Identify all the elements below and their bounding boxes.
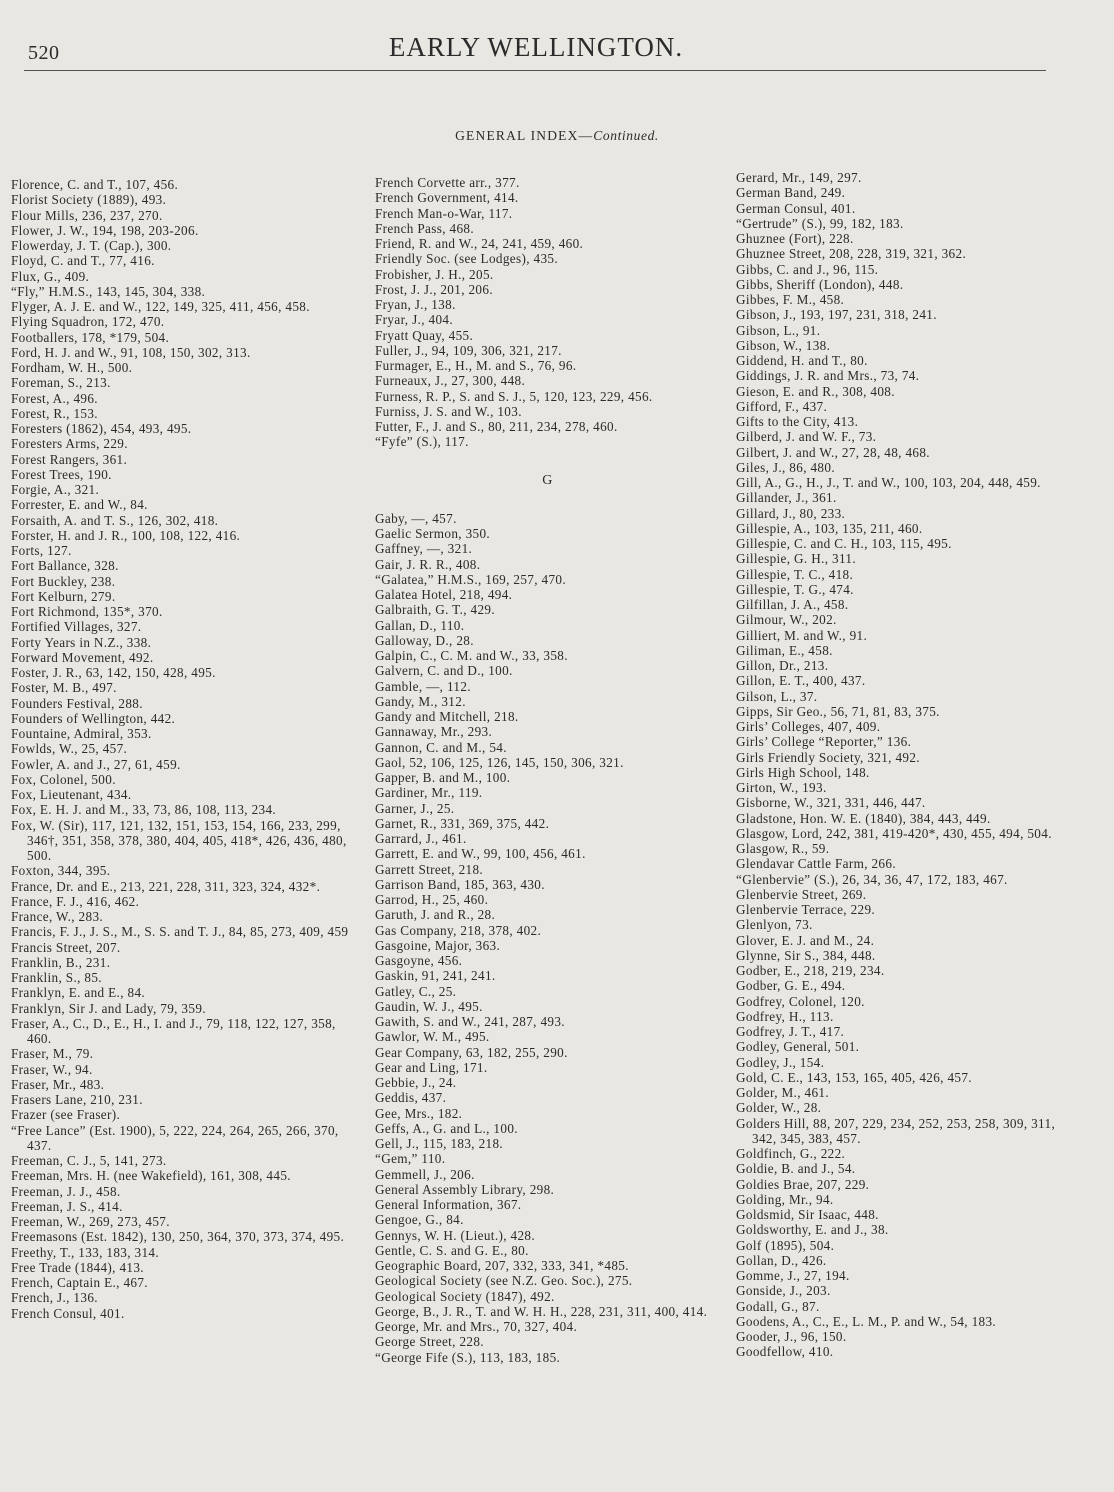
index-entry: Golding, Mr., 94. — [736, 1191, 834, 1207]
index-entry: Garner, J., 25. — [375, 800, 455, 816]
index-entry: Glenbervie Terrace, 229. — [736, 902, 876, 917]
index-entry: George, Mr. and Mrs., 70, 327, 404. — [375, 1319, 578, 1334]
index-entry: Gilbert, J. and W., 27, 28, 48, 468. — [736, 444, 930, 460]
index-entry: Florence, C. and T., 107, 456. — [11, 177, 179, 192]
index-entry: Foxton, 344, 395. — [11, 863, 111, 879]
index-entry: Gawith, S. and W., 241, 287, 493. — [375, 1014, 565, 1029]
index-entry: Ford, H. J. and W., 91, 108, 150, 302, 313. — [11, 344, 251, 360]
index-entry: Gengoe, G., 84. — [375, 1212, 464, 1228]
index-entry: Gilmour, W., 202. — [736, 612, 837, 628]
index-entry: Fraser, M., 79. — [11, 1046, 94, 1062]
letter-heading-g: G — [542, 472, 553, 488]
index-entry: Galatea Hotel, 218, 494. — [375, 587, 513, 602]
index-entry: Godley, J., 154. — [736, 1054, 825, 1070]
index-entry: Girls High School, 148. — [736, 764, 870, 780]
index-entry: Gerard, Mr., 149, 297. — [736, 170, 862, 185]
index-entry: Godber, G. E., 494. — [736, 978, 846, 994]
index-entry: Forest Trees, 190. — [11, 466, 112, 482]
page-header — [28, 30, 1044, 70]
index-entry: Foster, M. B., 497. — [11, 680, 117, 696]
index-entry: Gillespie, A., 103, 135, 211, 460. — [736, 520, 923, 536]
index-entry: Furniss, J. S. and W., 103. — [375, 403, 522, 419]
index-entry: Freemasons (Est. 1842), 130, 250, 364, 370, 373, 374, 495. — [11, 1229, 345, 1245]
index-column-1 — [11, 177, 356, 1321]
index-entry: Freethy, T., 133, 183, 314. — [11, 1244, 160, 1260]
index-entry: Flour Mills, 236, 237, 270. — [11, 207, 163, 223]
index-entry: Gallan, D., 110. — [375, 617, 465, 633]
index-entry: Gillespie, T. G., 474. — [736, 581, 854, 597]
index-entry: General Information, 367. — [375, 1197, 522, 1212]
index-entry: Futter, F., J. and S., 80, 211, 234, 278, 460. — [375, 419, 618, 434]
index-entry: Gillon, Dr., 213. — [736, 658, 829, 673]
index-entry: “Gertrude” (S.), 99, 182, 183. — [736, 215, 904, 231]
index-entry: Gollan, D., 426. — [736, 1252, 827, 1268]
index-entry: Gifford, F., 437. — [736, 398, 828, 414]
index-entry: Glover, E. J. and M., 24. — [736, 932, 875, 948]
index-entry: Ghuznee (Fort), 228. — [736, 231, 854, 246]
index-entry: Gibbs, C. and J., 96, 115. — [736, 261, 879, 277]
index-entry: French, J., 136. — [11, 1290, 98, 1306]
index-entry: Gibbes, F. M., 458. — [736, 292, 845, 307]
index-entry: Gilfillan, J. A., 458. — [736, 597, 849, 612]
index-entry: Forrester, E. and W., 84. — [11, 497, 148, 513]
index-entry: Garuth, J. and R., 28. — [375, 907, 496, 923]
index-entry: Gill, A., G., H., J., T. and W., 100, 103, 204, 448, 459. — [736, 475, 1041, 490]
index-entry: Foresters Arms, 229. — [11, 436, 128, 452]
index-entry: Fraser, Mr., 483. — [11, 1076, 105, 1092]
index-entry: Godfrey, Colonel, 120. — [736, 993, 865, 1009]
index-entry: Gapper, B. and M., 100. — [375, 770, 511, 785]
index-entry: Gipps, Sir Geo., 56, 71, 81, 83, 375. — [736, 703, 940, 719]
index-entry: Freeman, Mrs. H. (nee Wakefield), 161, 308, 445. — [11, 1168, 291, 1184]
index-entry: French, Captain E., 467. — [11, 1275, 148, 1290]
index-entry: France, Dr. and E., 213, 221, 228, 311, 323, 324, 432*. — [11, 878, 321, 894]
index-entry: Gilliert, M. and W., 91. — [736, 627, 868, 643]
index-entry: Gladstone, Hon. W. E. (1840), 384, 443, 449. — [736, 810, 991, 826]
index-entry: Fort Richmond, 135*, 370. — [11, 604, 163, 619]
index-entry: Glenbervie Street, 269. — [736, 886, 867, 902]
index-entry: “Gem,” 110. — [375, 1151, 446, 1167]
index-entry: Girls’ Colleges, 407, 409. — [736, 719, 881, 734]
index-entry: Goldfinch, G., 222. — [736, 1146, 846, 1161]
index-entry: Giliman, E., 458. — [736, 642, 833, 658]
index-entry: Goldies Brae, 207, 229. — [736, 1176, 870, 1192]
index-entry: Gibson, L., 91. — [736, 322, 821, 338]
index-entry: Gebbie, J., 24. — [375, 1075, 457, 1090]
index-entry: Geddis, 437. — [375, 1090, 447, 1106]
index-entry: Godber, E., 218, 219, 234. — [736, 963, 885, 978]
index-entry: Ghuznee Street, 208, 228, 319, 321, 362. — [736, 246, 967, 262]
index-entry: Freeman, J. J., 458. — [11, 1183, 121, 1199]
index-entry: Goodens, A., C., E., L. M., P. and W., 54, 183. — [736, 1313, 997, 1329]
index-entry: Gibson, W., 138. — [736, 337, 831, 353]
index-entry: French Consul, 401. — [11, 1305, 125, 1321]
index-entry: Gold, C. E., 143, 153, 165, 405, 426, 457. — [736, 1069, 972, 1085]
index-entry: Gatley, C., 25. — [375, 983, 457, 999]
index-column-2 — [375, 175, 720, 1365]
index-entry: Geological Society (1847), 492. — [375, 1288, 555, 1304]
index-entry: Gisborne, W., 321, 331, 446, 447. — [736, 795, 926, 811]
index-column-2-f-entries — [375, 175, 720, 450]
index-entry: Gilberd, J. and W. F., 73. — [736, 429, 877, 445]
index-entry: Flower, J. W., 194, 198, 203-206. — [11, 222, 199, 238]
index-entry: Forest, A., 496. — [11, 390, 98, 406]
index-entry: Gannaway, Mr., 293. — [375, 724, 493, 740]
index-entry: Furneaux, J., 27, 300, 448. — [375, 373, 526, 389]
index-entry: Forster, H. and J. R., 100, 108, 122, 416. — [11, 527, 241, 543]
index-entry: Gamble, —, 112. — [375, 678, 471, 694]
index-entry: Glynne, Sir S., 384, 448. — [736, 947, 876, 963]
index-entry: Gooder, J., 96, 150. — [736, 1329, 847, 1344]
index-entry: Gomme, J., 27, 194. — [736, 1268, 850, 1283]
index-entry: Goldsworthy, E. and J., 38. — [736, 1222, 889, 1238]
index-entry: Galbraith, G. T., 429. — [375, 602, 496, 618]
index-entry: Furmager, E., H., M. and S., 76, 96. — [375, 358, 577, 373]
index-entry: Goldsmid, Sir Isaac, 448. — [736, 1207, 879, 1222]
index-entry: Geffs, A., G. and L., 100. — [375, 1120, 518, 1136]
index-entry: Frobisher, J. H., 205. — [375, 266, 494, 282]
index-entry: Gillespie, C. and C. H., 103, 115, 495. — [736, 536, 952, 551]
index-entry: Fryan, J., 138. — [375, 297, 456, 312]
index-entry: Gennys, W. H. (Lieut.), 428. — [375, 1227, 535, 1243]
index-entry: Gieson, E. and R., 308, 408. — [736, 383, 895, 399]
index-entry: Godall, G., 87. — [736, 1298, 820, 1314]
header-rule — [24, 70, 1046, 71]
index-entry: Geographic Board, 207, 332, 333, 341, *485. — [375, 1258, 629, 1273]
index-heading — [0, 128, 1114, 144]
index-entry: Fort Buckley, 238. — [11, 573, 116, 589]
index-entry: Garnet, R., 331, 369, 375, 442. — [375, 815, 550, 831]
index-entry: Franklin, B., 231. — [11, 954, 111, 970]
index-entry: Glenlyon, 73. — [736, 917, 813, 933]
index-entry: Gaudin, W. J., 495. — [375, 998, 483, 1014]
index-entry: Gaby, —, 457. — [375, 510, 457, 526]
index-entry: Gillard, J., 80, 233. — [736, 505, 846, 521]
index-entry: Fox, W. (Sir), 117, 121, 132, 151, 153, 154, 166, 233, 299, 346†, 351, 358, 378, 380, 404, 405, 418*, 426, 436, 480, 500. — [11, 817, 347, 863]
index-entry: Flying Squadron, 172, 470. — [11, 314, 165, 330]
index-entry: Frasers Lane, 210, 231. — [11, 1092, 143, 1107]
index-entry: Gannon, C. and M., 54. — [375, 739, 507, 755]
index-entry: Footballers, 178, *179, 504. — [11, 329, 170, 345]
index-entry: Girls Friendly Society, 321, 492. — [736, 749, 920, 765]
index-entry: Gear Company, 63, 182, 255, 290. — [375, 1044, 568, 1060]
index-entry: Garrard, J., 461. — [375, 831, 467, 846]
index-entry: Goodfellow, 410. — [736, 1344, 834, 1360]
index-entry: Garrison Band, 185, 363, 430. — [375, 876, 545, 892]
index-entry: Fort Ballance, 328. — [11, 558, 119, 574]
index-entry: Forsaith, A. and T. S., 126, 302, 418. — [11, 512, 219, 528]
index-entry: Girls’ College “Reporter,” 136. — [736, 734, 912, 750]
index-entry: France, F. J., 416, 462. — [11, 893, 140, 909]
index-entry: Golder, W., 28. — [736, 1100, 822, 1116]
index-entry: Forty Years in N.Z., 338. — [11, 634, 152, 650]
index-entry: Gilson, L., 37. — [736, 688, 818, 704]
index-entry: Gardiner, Mr., 119. — [375, 785, 483, 801]
index-entry: Forward Movement, 492. — [11, 649, 154, 665]
index-entry: French Pass, 468. — [375, 220, 474, 236]
index-entry: French Man-o-War, 117. — [375, 205, 513, 221]
index-entry: Foreman, S., 213. — [11, 375, 111, 391]
index-entry: Furness, R. P., S. and S. J., 5, 120, 123, 229, 456. — [375, 388, 653, 404]
index-heading-main: GENERAL INDEX— — [455, 128, 594, 143]
index-entry: Galloway, D., 28. — [375, 632, 474, 648]
index-entry: Fortified Villages, 327. — [11, 619, 142, 635]
index-entry: Frazer (see Fraser). — [11, 1107, 121, 1123]
index-entry: Gasgoine, Major, 363. — [375, 937, 501, 953]
index-heading-continued: Continued. — [593, 128, 659, 143]
index-entry: Florist Society (1889), 493. — [11, 192, 167, 208]
index-entry: Forts, 127. — [11, 543, 72, 558]
index-entry: Garrett, E. and W., 99, 100, 456, 461. — [375, 846, 586, 862]
index-entry: Franklyn, E. and E., 84. — [11, 985, 146, 1001]
index-entry: Fox, Colonel, 500. — [11, 771, 116, 787]
index-entry: Fountaine, Admiral, 353. — [11, 726, 152, 741]
index-entry: Gandy, M., 312. — [375, 693, 466, 709]
index-entry: Giddend, H. and T., 80. — [736, 353, 868, 368]
index-entry: Gifts to the City, 413. — [736, 414, 859, 429]
page-number: 520 — [28, 42, 60, 64]
index-entry: Golders Hill, 88, 207, 229, 234, 252, 253, 258, 309, 311, 342, 345, 383, 457. — [736, 1115, 1056, 1146]
index-entry: “Galatea,” H.M.S., 169, 257, 470. — [375, 571, 567, 587]
index-entry: Gillespie, G. H., 311. — [736, 551, 857, 567]
index-entry: Fox, Lieutenant, 434. — [11, 787, 132, 802]
index-entry: Fordham, W. H., 500. — [11, 360, 133, 375]
index-entry: Giddings, J. R. and Mrs., 73, 74. — [736, 368, 920, 384]
index-entry: Fraser, W., 94. — [11, 1061, 93, 1077]
index-entry: German Band, 249. — [736, 185, 846, 201]
index-entry: Gaol, 52, 106, 125, 126, 145, 150, 306, 321. — [375, 754, 624, 770]
index-entry: Freeman, W., 269, 273, 457. — [11, 1214, 170, 1229]
index-entry: Fox, E. H. J. and M., 33, 73, 86, 108, 113, 234. — [11, 802, 277, 818]
index-entry: Flowerday, J. T. (Cap.), 300. — [11, 238, 172, 253]
index-entry: Forgie, A., 321. — [11, 482, 100, 497]
index-entry: Fraser, A., C., D., E., H., I. and J., 79, 118, 122, 127, 358, 460. — [11, 1015, 336, 1046]
index-entry: Godfrey, J. T., 417. — [736, 1024, 845, 1039]
index-entry: French Government, 414. — [375, 190, 519, 206]
index-entry: George Street, 228. — [375, 1334, 484, 1350]
index-entry: Flux, G., 409. — [11, 268, 90, 284]
index-entry: Foresters (1862), 454, 493, 495. — [11, 421, 192, 436]
index-entry: Gee, Mrs., 182. — [375, 1105, 463, 1121]
index-entry: Foster, J. R., 63, 142, 150, 428, 495. — [11, 665, 216, 680]
index-entry: Gawlor, W. M., 495. — [375, 1029, 490, 1045]
index-entry: Gibbs, Sheriff (London), 448. — [736, 276, 904, 292]
index-entry: Freeman, J. S., 414. — [11, 1198, 123, 1214]
index-entry: Godfrey, H., 113. — [736, 1008, 834, 1024]
index-entry: Gemmell, J., 206. — [375, 1166, 475, 1182]
index-entry: Fowler, A. and J., 27, 61, 459. — [11, 756, 181, 772]
index-entry: Gonside, J., 203. — [736, 1283, 831, 1299]
index-entry: Galpin, C., C. M. and W., 33, 358. — [375, 648, 568, 663]
index-entry: Flyger, A. J. E. and W., 122, 149, 325, 411, 456, 458. — [11, 299, 310, 314]
index-entry: Gas Company, 218, 378, 402. — [375, 922, 542, 938]
index-entry: General Assembly Library, 298. — [375, 1181, 555, 1197]
index-entry: Franklyn, Sir J. and Lady, 79, 359. — [11, 1000, 206, 1016]
index-entry: “Free Lance” (Est. 1900), 5, 222, 224, 264, 265, 266, 370, 437. — [11, 1122, 339, 1153]
index-entry: Glasgow, Lord, 242, 381, 419-420*, 430, 455, 494, 504. — [736, 825, 1052, 841]
index-entry: Founders Festival, 288. — [11, 695, 143, 711]
index-entry: German Consul, 401. — [736, 200, 856, 216]
index-entry: Francis, F. J., J. S., M., S. S. and T. J., 84, 85, 273, 409, 459 — [11, 924, 349, 940]
index-entry: Glasgow, R., 59. — [736, 841, 830, 856]
index-entry: Gillon, E. T., 400, 437. — [736, 673, 866, 689]
book-title: EARLY WELLINGTON. — [388, 32, 684, 62]
index-entry: Golf (1895), 504. — [736, 1237, 835, 1253]
index-entry: Girton, W., 193. — [736, 780, 827, 795]
index-entry: Gaffney, —, 321. — [375, 541, 473, 557]
index-entry: Golder, M., 461. — [736, 1085, 829, 1100]
index-entry: “Fyfe” (S.), 117. — [375, 434, 469, 450]
index-entry: Founders of Wellington, 442. — [11, 710, 176, 726]
index-entry: Friendly Soc. (see Lodges), 435. — [375, 251, 558, 267]
index-entry: Garrod, H., 25, 460. — [375, 892, 489, 907]
index-entry: George, B., J. R., T. and W. H. H., 228, 231, 311, 400, 414. — [375, 1303, 708, 1319]
index-entry: Forest Rangers, 361. — [11, 451, 128, 467]
index-entry: Gillander, J., 361. — [736, 490, 837, 506]
index-entry: Friend, R. and W., 24, 241, 459, 460. — [375, 236, 584, 251]
index-entry: Goldie, B. and J., 54. — [736, 1161, 856, 1177]
index-entry: French Corvette arr., 377. — [375, 175, 520, 190]
index-entry: Franklin, S., 85. — [11, 970, 102, 985]
index-entry: Gair, J. R. R., 408. — [375, 556, 481, 572]
index-entry: Frost, J. J., 201, 206. — [375, 281, 493, 297]
index-entry: Freeman, C. J., 5, 141, 273. — [11, 1153, 167, 1168]
index-entry: Gear and Ling, 171. — [375, 1059, 488, 1075]
index-entry: Glendavar Cattle Farm, 266. — [736, 856, 896, 872]
index-entry: “George Fife (S.), 113, 183, 185. — [375, 1349, 561, 1365]
index-entry: Free Trade (1844), 413. — [11, 1259, 144, 1275]
index-entry: “Glenbervie” (S.), 26, 34, 36, 47, 172, 183, 467. — [736, 871, 1008, 887]
index-entry: Fort Kelburn, 279. — [11, 588, 116, 604]
index-entry: Fowlds, W., 25, 457. — [11, 741, 128, 757]
index-entry: Gaskin, 91, 241, 241. — [375, 968, 496, 984]
index-entry: “Fly,” H.M.S., 143, 145, 304, 338. — [11, 283, 206, 299]
index-entry: Forest, R., 153. — [11, 405, 98, 421]
index-entry: Gasgoyne, 456. — [375, 953, 463, 968]
index-entry: Galvern, C. and D., 100. — [375, 663, 513, 679]
index-column-3 — [736, 170, 1081, 1360]
index-entry: Francis Street, 207. — [11, 939, 121, 955]
index-entry: Floyd, C. and T., 77, 416. — [11, 253, 155, 269]
index-entry: Fryatt Quay, 455. — [375, 327, 474, 343]
index-entry: Garrett Street, 218. — [375, 861, 484, 877]
index-entry: Gentle, C. S. and G. E., 80. — [375, 1242, 529, 1258]
index-entry: Fuller, J., 94, 109, 306, 321, 217. — [375, 342, 562, 358]
index-entry: Geological Society (see N.Z. Geo. Soc.), 275. — [375, 1273, 633, 1289]
index-entry: France, W., 283. — [11, 909, 104, 924]
index-entry: Giles, J., 86, 480. — [736, 459, 835, 475]
index-entry: Gandy and Mitchell, 218. — [375, 709, 519, 724]
index-entry: Gaelic Sermon, 350. — [375, 526, 491, 541]
index-column-2-g-entries — [375, 511, 720, 1365]
index-entry: Gell, J., 115, 183, 218. — [375, 1136, 504, 1151]
index-entry: Godley, General, 501. — [736, 1039, 860, 1055]
index-entry: Fryar, J., 404. — [375, 312, 453, 328]
index-entry: Gibson, J., 193, 197, 231, 318, 241. — [736, 307, 937, 323]
index-entry: Gillespie, T. C., 418. — [736, 566, 854, 582]
